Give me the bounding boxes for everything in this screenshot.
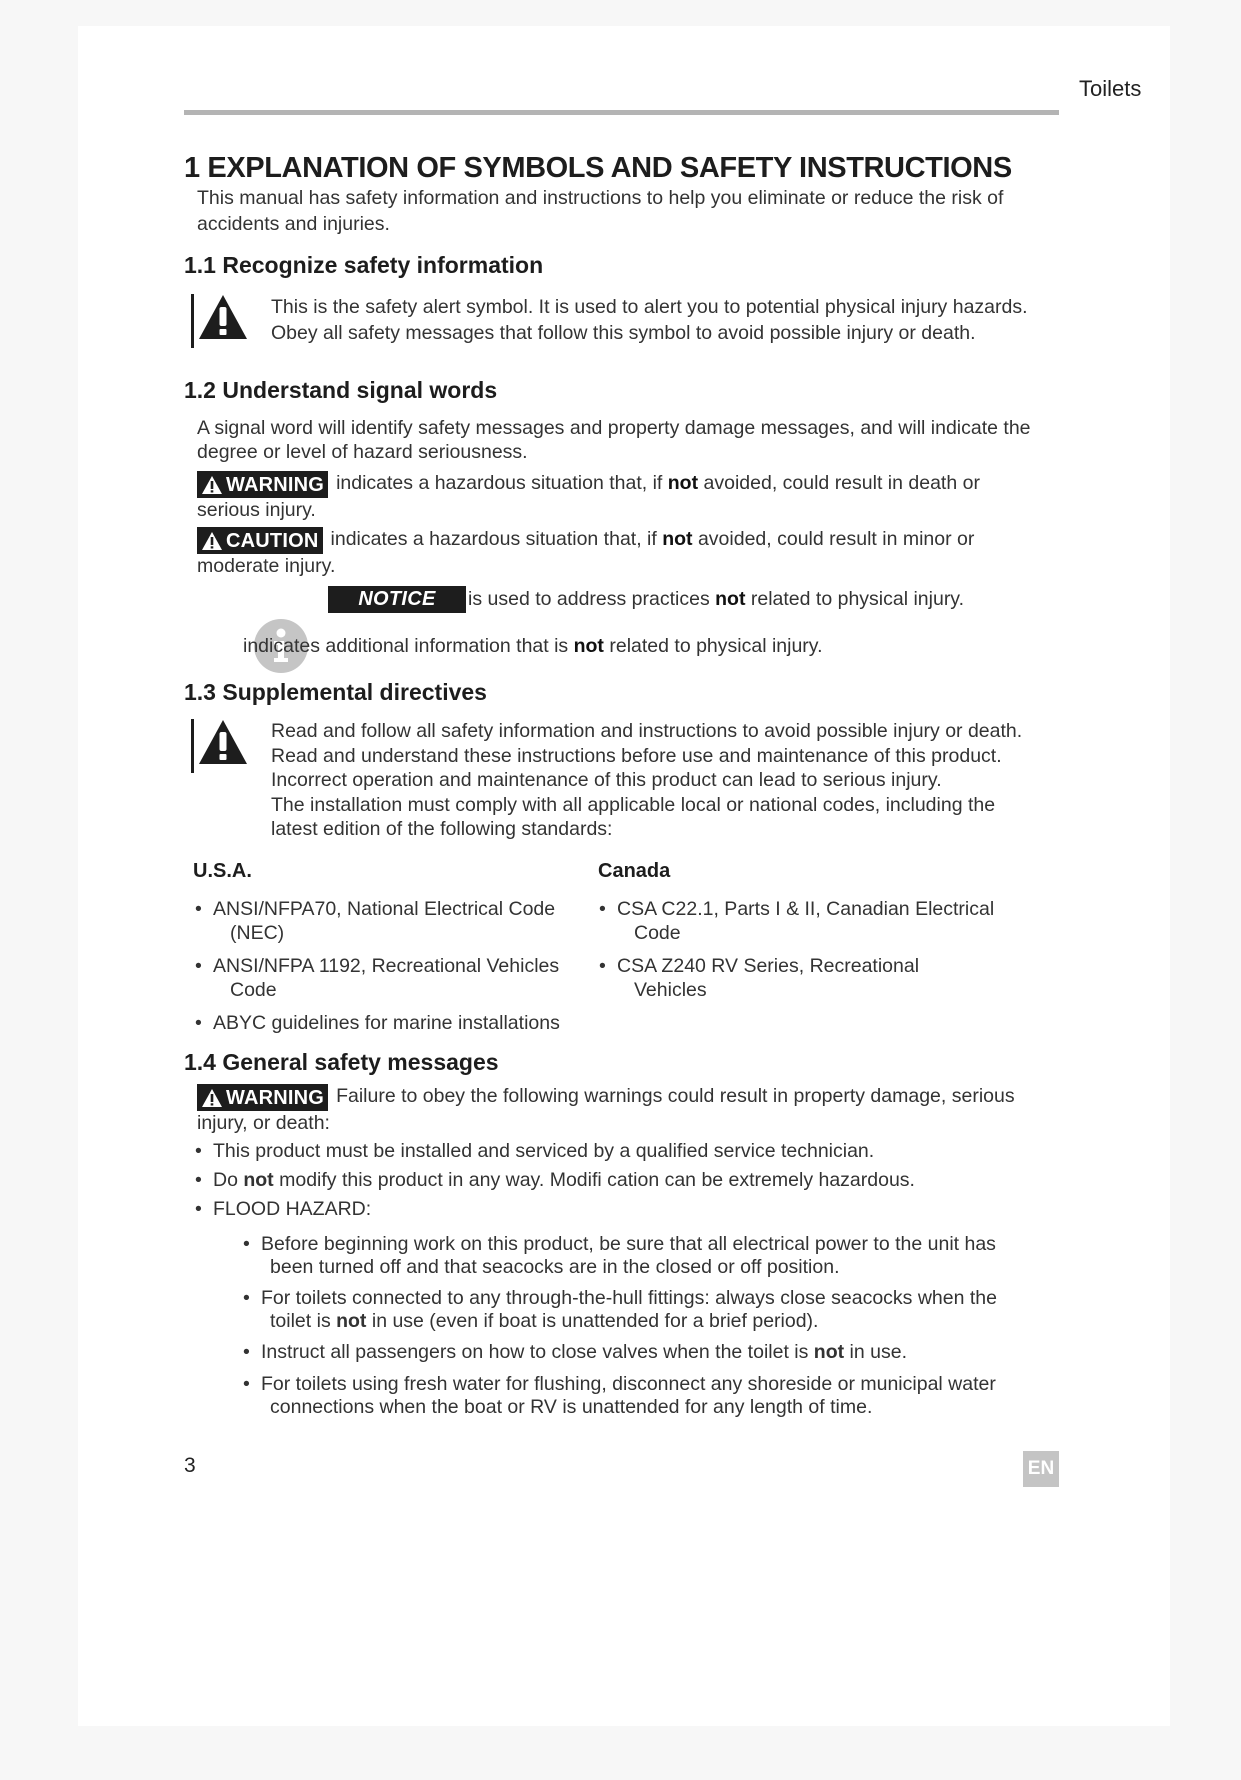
manual-page [78, 26, 1170, 1726]
usa-heading: U.S.A. [193, 860, 252, 882]
section-1-2-intro: A signal word will identify safety messages and property damage messages, and will indicate the degree or level of hazard seriousness. [197, 417, 1031, 463]
language-badge: EN [1023, 1451, 1059, 1487]
list-item: • For toilets connected to any through-the-hull fittings: always close seacocks when the toilet is not in use (even if boat is unattended for a brief period). [243, 1287, 997, 1332]
section-1-4-heading: 1.4 General safety messages [184, 1049, 499, 1075]
warning-triangle-icon [198, 719, 248, 765]
canada-standards-list [599, 897, 1009, 1002]
caution-badge: CAUTION [197, 527, 323, 554]
section-1-2-heading: 1.2 Understand signal words [184, 377, 498, 403]
warning-triangle-icon [201, 1088, 223, 1108]
caution-definition: CAUTION indicates a hazardous situation that, if not avoided, could result in minor or moderate injury. [197, 528, 975, 577]
section-1-1-heading: 1.1 Recognize safety information [184, 252, 544, 278]
section-1-3-heading: 1.3 Supplemental directives [184, 679, 487, 705]
list-item: • For toilets using fresh water for flushing, disconnect any shoreside or municipal water connections when the boat or RV is unattended for any length of time. [243, 1373, 996, 1418]
notice-badge: NOTICE [328, 586, 466, 613]
list-item: • Do not modify this product in any way. Modifi cation can be extremely hazardous. [195, 1169, 915, 1191]
list-item: • Before beginning work on this product, be sure that all electrical power to the unit has been turned off and that seacocks are in the closed or off position. [243, 1233, 996, 1278]
safety-alert-symbol [191, 719, 248, 773]
flood-hazard-list [243, 1233, 1063, 1419]
header-title: Toilets [1079, 76, 1142, 101]
section-1-heading: 1 EXPLANATION OF SYMBOLS AND SAFETY INSTRUCTIONS [184, 152, 1012, 184]
list-item: • CSA Z240 RV Series, Recreational Vehicles [599, 955, 920, 1001]
general-warning: WARNING Failure to obey the following warnings could result in property damage, serious injury, or death: [197, 1085, 1015, 1134]
section-1-intro: This manual has safety information and instructions to help you eliminate or reduce the risk of accidents and injuries. [197, 187, 1004, 235]
header-rule [184, 110, 1059, 115]
warning-badge: WARNING [197, 1084, 328, 1111]
warning-triangle-icon [201, 531, 223, 551]
list-item: • ABYC guidelines for marine installations [195, 1012, 560, 1034]
safety-alert-symbol [191, 294, 248, 348]
usa-standards-list [195, 897, 595, 1035]
list-item: • ANSI/NFPA70, National Electrical Code (NEC) [195, 898, 556, 944]
section-1-3-text: Read and follow all safety information and instructions to avoid possible injury or death. Read and understand these instructions before use and maintenance of this product. Incorrect operation and maintenance of this product can lead to serious injury. The installation must comply with all applicable local or national codes, including the latest edition of the following standards: [271, 720, 1023, 840]
warning-triangle-icon [198, 294, 248, 340]
warning-definition: WARNING indicates a hazardous situation that, if not avoided, could result in death or serious injury. [197, 472, 980, 521]
section-1-1-text: This is the safety alert symbol. It is used to alert you to potential physical injury hazards. Obey all safety messages that follow this symbol to avoid possible injury or death. [271, 296, 1028, 344]
general-safety-list [195, 1139, 1055, 1221]
page-number: 3 [184, 1454, 196, 1477]
warning-badge: WARNING [197, 471, 328, 498]
list-item: • Instruct all passengers on how to close valves when the toilet is not in use. [243, 1341, 907, 1363]
list-item: • FLOOD HAZARD: [195, 1198, 372, 1220]
warning-triangle-icon [201, 475, 223, 495]
list-item: • This product must be installed and serviced by a qualified service technician. [195, 1140, 875, 1162]
notice-definition: NOTICE is used to address practices not related to physical injury. [328, 586, 964, 613]
canada-heading: Canada [598, 860, 671, 882]
list-item: • ANSI/NFPA 1192, Recreational Vehicles Code [195, 955, 560, 1001]
list-item: • CSA C22.1, Parts I & II, Canadian Electrical Code [599, 898, 995, 944]
info-definition: indicates additional information that is not related to physical injury. [243, 635, 823, 657]
